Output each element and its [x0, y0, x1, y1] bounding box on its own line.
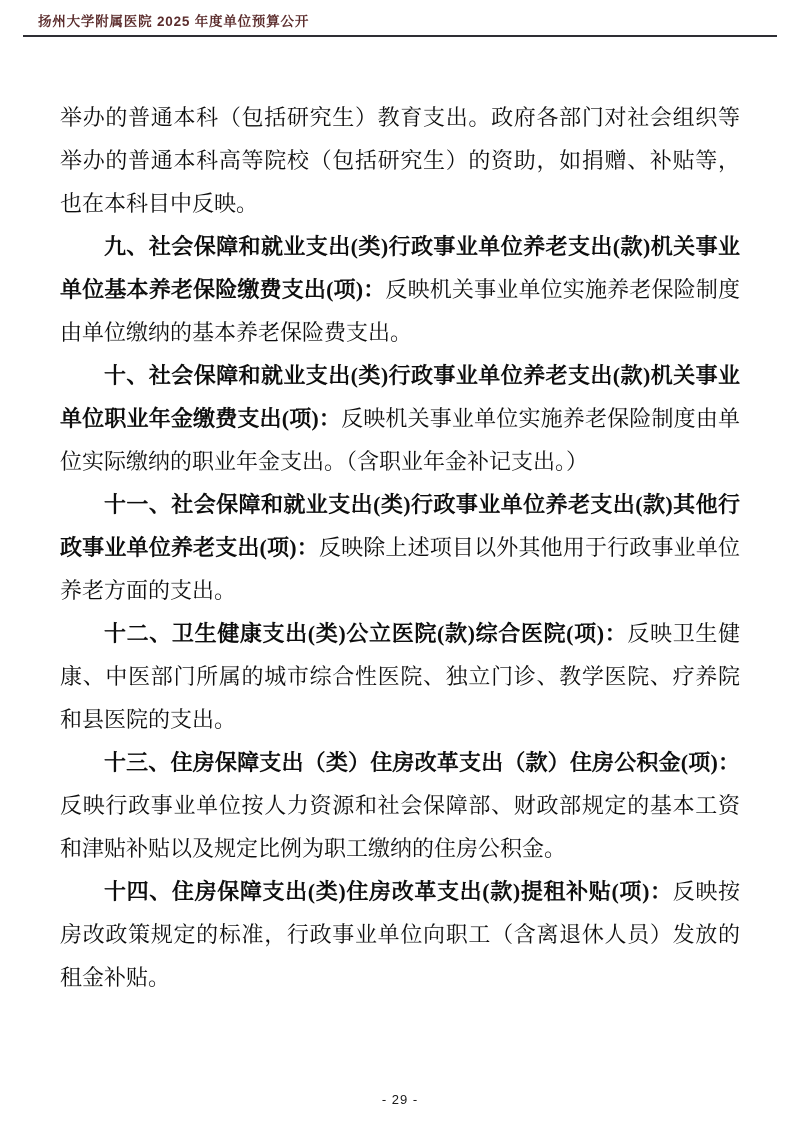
paragraph-text: 反映除上述项目以外其他用于行政事业单位养老方面的支出。	[60, 535, 740, 603]
paragraph-text: 举办的普通本科（包括研究生）教育支出。政府各部门对社会组织等举办的普通本科高等院校（包括研究生）的资助，如捐赠、补贴等，也在本科目中反映。	[60, 105, 740, 216]
paragraph	[60, 741, 740, 870]
page-footer	[0, 1092, 800, 1107]
page-number: - 29 -	[381, 1092, 419, 1107]
paragraph-lead: 十三、住房保障支出（类）住房改革支出（款）住房公积金(项)：	[104, 750, 740, 775]
paragraph-text: 反映机关事业单位实施养老保险制度由单位缴纳的基本养老保险费支出。	[60, 277, 740, 345]
paragraph	[60, 96, 740, 225]
paragraph-lead: 十四、住房保障支出(类)住房改革支出(款)提租补贴(项)：	[104, 879, 673, 904]
paragraph-lead: 十、社会保障和就业支出(类)行政事业单位养老支出(款)机关事业单位职业年金缴费支出(项)：	[60, 363, 740, 431]
paragraph-text: 反映行政事业单位按人力资源和社会保障部、财政部规定的基本工资和津贴补贴以及规定比例为职工缴纳的住房公积金。	[60, 793, 740, 861]
paragraph	[60, 870, 740, 999]
header-divider	[23, 35, 777, 37]
paragraph	[60, 483, 740, 612]
document-body	[60, 96, 740, 999]
page-header	[0, 0, 800, 37]
paragraph-text: 反映卫生健康、中医部门所属的城市综合性医院、独立门诊、教学医院、疗养院和县医院的支出。	[60, 621, 740, 732]
paragraph-text: 反映机关事业单位实施养老保险制度由单位实际缴纳的职业年金支出。（含职业年金补记支出。）	[60, 406, 740, 474]
paragraph	[60, 354, 740, 483]
paragraph-lead: 十二、卫生健康支出(类)公立医院(款)综合医院(项)：	[104, 621, 628, 646]
document-title: 扬州大学附属医院 2025 年度单位预算公开	[38, 14, 310, 29]
paragraph-lead: 九、社会保障和就业支出(类)行政事业单位养老支出(款)机关事业单位基本养老保险缴费支出(项)：	[60, 234, 740, 302]
paragraph-text: 反映按房改政策规定的标准，行政事业单位向职工（含离退休人员）发放的租金补贴。	[60, 879, 740, 990]
paragraph	[60, 225, 740, 354]
paragraph-lead: 十一、社会保障和就业支出(类)行政事业单位养老支出(款)其他行政事业单位养老支出(项)：	[60, 492, 740, 560]
paragraph	[60, 612, 740, 741]
